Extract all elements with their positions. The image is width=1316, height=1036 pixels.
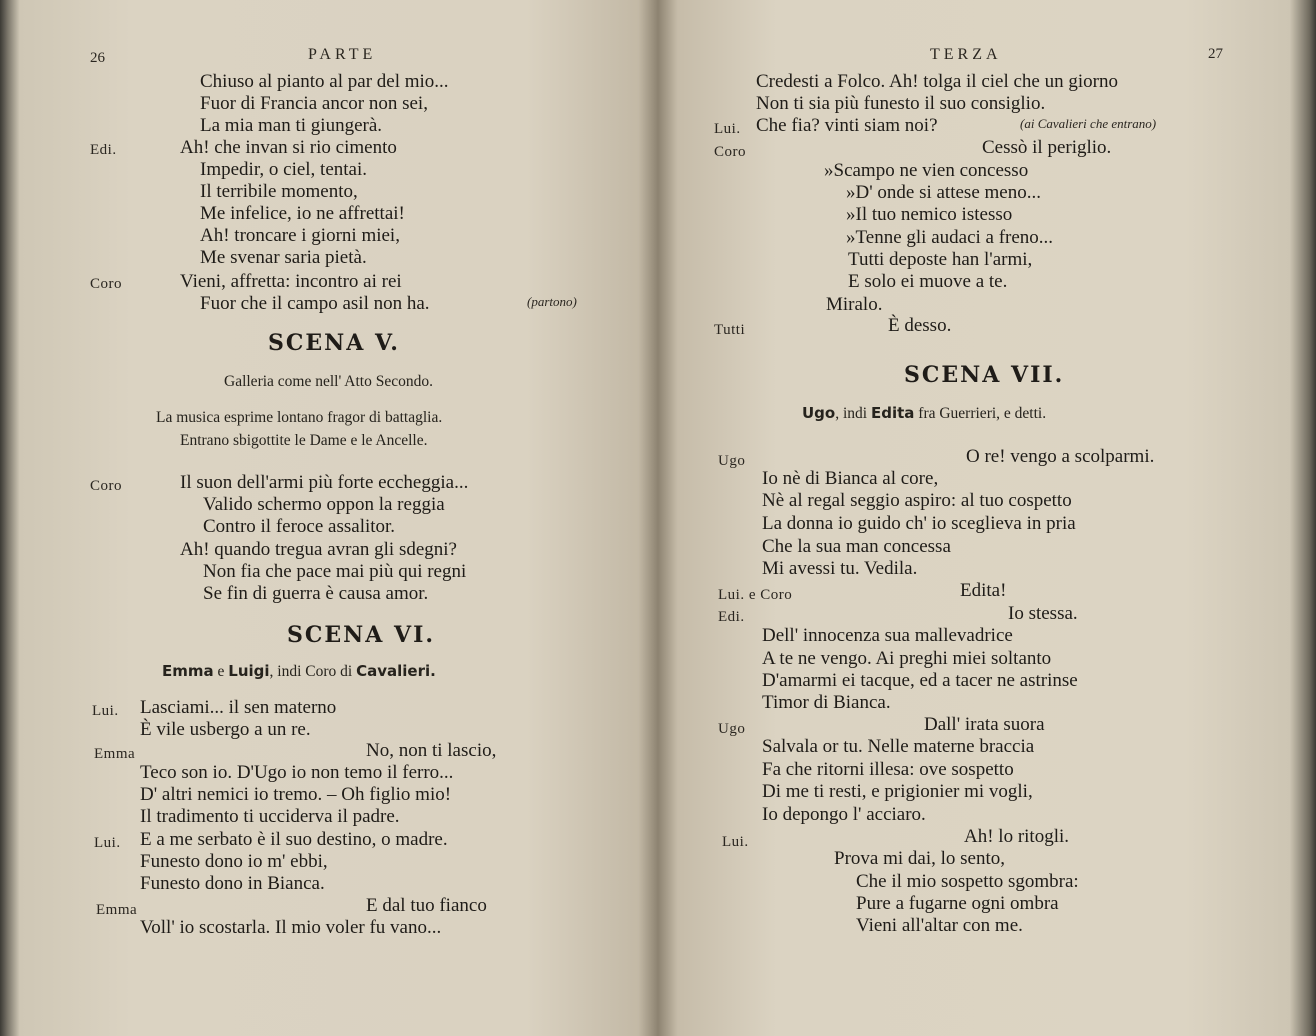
- verse-line: Teco son io. D'Ugo io non temo il ferro...: [140, 762, 454, 783]
- scene-setting: Galleria come nell' Atto Secondo.: [224, 373, 433, 390]
- scene-title: SCENA VII.: [904, 362, 1065, 388]
- verse-line: Ah! che invan si rio cimento: [180, 137, 397, 158]
- stage-direction: (ai Cavalieri che entrano): [1020, 116, 1157, 131]
- verse-line: Ah! troncare i giorni miei,: [200, 225, 400, 246]
- speaker-label: Emma: [96, 902, 138, 918]
- verse-line: Funesto dono io m' ebbi,: [140, 851, 328, 872]
- cast-name: Emma: [162, 662, 214, 680]
- verse-line: La donna io guido ch' io sceglieva in pria: [762, 513, 1076, 534]
- verse-line: È vile usbergo a un re.: [140, 719, 311, 740]
- verse-line: Me svenar saria pietà.: [200, 247, 367, 268]
- verse-line: Miralo.: [826, 294, 883, 315]
- verse-line: »Il tuo nemico istesso: [846, 204, 1013, 225]
- verse-line: Che fia? vinti siam noi?: [756, 115, 938, 136]
- verse-line: A te ne vengo. Ai preghi miei soltanto: [762, 648, 1052, 669]
- verse-line: Il tradimento ti ucciderva il padre.: [140, 806, 400, 827]
- verse-line: Impedir, o ciel, tentai.: [200, 159, 368, 180]
- verse-line: Mi avessi tu. Vedila.: [762, 558, 918, 579]
- verse-line: Tutti deposte han l'armi,: [848, 249, 1033, 270]
- verse-line: Che la sua man concessa: [762, 536, 951, 557]
- running-head: PARTE: [308, 46, 377, 63]
- cast-name: Ugo: [802, 404, 836, 422]
- verse-line: Dell' innocenza sua mallevadrice: [762, 625, 1013, 646]
- verse-line: Se fin di guerra è causa amor.: [203, 583, 429, 604]
- speaker-label: Lui.: [722, 834, 749, 850]
- verse-line: Vieni, affretta: incontro ai rei: [180, 271, 402, 292]
- verse-line: Che il mio sospetto sgombra:: [856, 871, 1079, 892]
- verse-line: Prova mi dai, lo sento,: [834, 848, 1005, 869]
- verse-line: Fa che ritorni illesa: ove sospetto: [762, 759, 1014, 780]
- verse-line: Io depongo l' acciaro.: [762, 804, 926, 825]
- verse-line: Ah! lo ritogli.: [964, 826, 1070, 847]
- verse-line: Edita!: [960, 580, 1007, 601]
- verse-line: No, non ti lascio,: [366, 740, 497, 761]
- verse-line: Fuor di Francia ancor non sei,: [200, 93, 428, 114]
- scene-direction: Entrano sbigottite le Dame e le Ancelle.: [180, 432, 428, 449]
- speaker-label: Lui. e Coro: [718, 587, 793, 603]
- verse-line: Il terribile momento,: [200, 181, 358, 202]
- verse-line: Voll' io scostarla. Il mio voler fu vano...: [140, 917, 442, 938]
- scene-title: SCENA V.: [268, 330, 400, 356]
- verse-line: »Scampo ne vien concesso: [824, 160, 1029, 181]
- speaker-label: Lui.: [714, 121, 741, 137]
- verse-line: Non ti sia più funesto il suo consiglio.: [756, 93, 1046, 114]
- scene-cast: Emma e Luigi, indi Coro di Cavalieri.: [162, 662, 436, 680]
- verse-line: Nè al regal seggio aspiro: al tuo cospetto: [762, 490, 1072, 511]
- verse-line: Contro il feroce assalitor.: [203, 516, 396, 537]
- verse-line: E dal tuo fianco: [366, 895, 487, 916]
- verse-line: Lasciami... il sen materno: [140, 697, 337, 718]
- verse-line: Non fia che pace mai più qui regni: [203, 561, 467, 582]
- running-head: TERZA: [930, 46, 1002, 63]
- verse-line: Di me ti resti, e prigionier mi vogli,: [762, 781, 1033, 802]
- verse-line: È desso.: [888, 315, 952, 336]
- speaker-label: Edi.: [90, 142, 117, 158]
- verse-line: Valido schermo oppon la reggia: [203, 494, 445, 515]
- cast-name: Edita: [870, 404, 915, 422]
- verse-line: D' altri nemici io tremo. – Oh figlio mio!: [140, 784, 452, 805]
- verse-line: Chiuso al pianto al par del mio...: [200, 71, 449, 92]
- speaker-label: Coro: [90, 276, 122, 292]
- speaker-label: Tutti: [714, 322, 746, 338]
- verse-line: »Tenne gli audaci a freno...: [846, 227, 1054, 248]
- speaker-label: Emma: [94, 746, 136, 762]
- verse-line: E solo ei muove a te.: [848, 271, 1008, 292]
- speaker-label: Lui.: [92, 703, 119, 719]
- stage-direction: (partono): [527, 294, 577, 309]
- cast-name: Luigi: [228, 662, 270, 680]
- verse-line: Io stessa.: [1008, 603, 1078, 624]
- page-number: 26: [90, 50, 105, 66]
- page-number: 27: [1208, 46, 1223, 62]
- verse-line: La mia man ti giungerà.: [200, 115, 383, 136]
- verse-line: Funesto dono in Bianca.: [140, 873, 325, 894]
- verse-line: »D' onde si attese meno...: [846, 182, 1041, 203]
- verse-line: D'amarmi ei tacque, ed a tacer ne astrinse: [762, 670, 1078, 691]
- scene-direction: La musica esprime lontano fragor di battaglia.: [156, 409, 443, 426]
- verse-line: Ah! quando tregua avran gli sdegni?: [180, 539, 457, 560]
- cast-name: Cavalieri.: [356, 662, 436, 680]
- speaker-label: Coro: [714, 144, 746, 160]
- verse-line: E a me serbato è il suo destino, o madre.: [140, 829, 448, 850]
- scene-cast: Ugo, indi Edita fra Guerrieri, e detti.: [802, 404, 1047, 422]
- verse-line: Io nè di Bianca al core,: [762, 468, 939, 489]
- verse-line: Cessò il periglio.: [982, 137, 1112, 158]
- verse-line: Il suon dell'armi più forte eccheggia...: [180, 472, 469, 493]
- scene-title: SCENA VI.: [287, 622, 436, 648]
- verse-line: Vieni all'altar con me.: [856, 915, 1023, 936]
- verse-line: O re! vengo a scolparmi.: [966, 446, 1155, 467]
- verse-line: Me infelice, io ne affrettai!: [200, 203, 405, 224]
- speaker-label: Edi.: [718, 609, 745, 625]
- speaker-label: Coro: [90, 478, 122, 494]
- verse-line: Fuor che il campo asil non ha.: [200, 293, 430, 314]
- speaker-label: Lui.: [94, 835, 121, 851]
- verse-line: Timor di Bianca.: [762, 692, 891, 713]
- verse-line: Pure a fugarne ogni ombra: [856, 893, 1059, 914]
- verse-line: Salvala or tu. Nelle materne braccia: [762, 736, 1035, 757]
- verse-line: Credesti a Folco. Ah! tolga il ciel che un giorno: [756, 71, 1118, 92]
- speaker-label: Ugo: [718, 721, 746, 737]
- verse-line: Dall' irata suora: [924, 714, 1045, 735]
- right-page: [658, 0, 1316, 1036]
- speaker-label: Ugo: [718, 453, 746, 469]
